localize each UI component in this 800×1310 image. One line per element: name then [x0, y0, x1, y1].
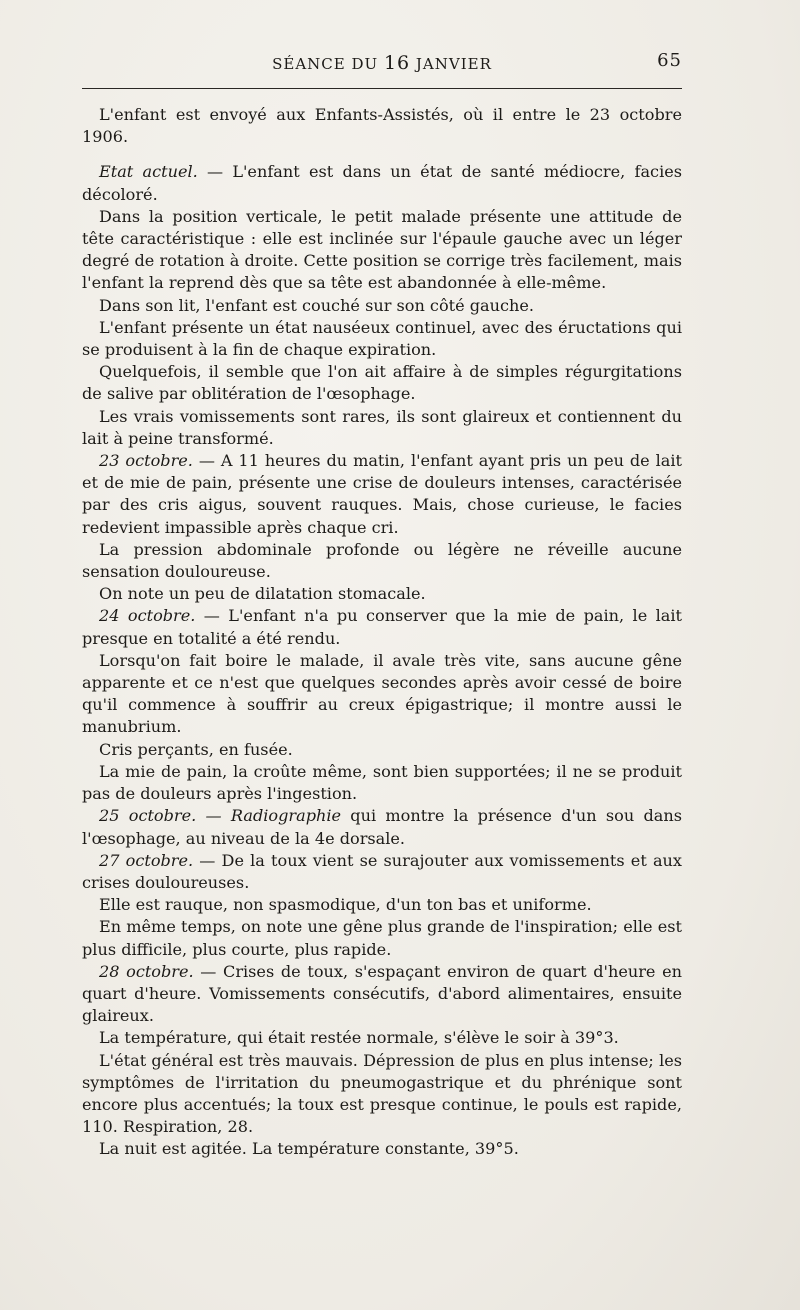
paragraph	[82, 406, 682, 450]
paragraph-text: Dans la position verticale, le petit malade présente une attitude de tête caractéristique : elle est inclinée sur l'épaule gauche avec un léger degré de rotation à droite. Cette position se corrige très facilement, mais l'enfant la reprend dès que sa tête est abandonnée à elle-même.	[82, 206, 682, 293]
paragraph	[82, 650, 682, 739]
paragraph-text: Elle est rauque, non spasmodique, d'un ton bas et uniforme.	[99, 895, 592, 915]
paragraph	[82, 104, 682, 148]
paragraph-text: Lorsqu'on fait boire le malade, il avale très vite, sans aucune gêne apparente et ce n'est que quelques secondes après avoir cessé de boire qu'il commence à souffrir au creux épigastrique; il montre aussi le manubrium.	[82, 650, 682, 737]
page-number: 65	[657, 50, 682, 71]
paragraph	[82, 1027, 682, 1049]
paragraph	[82, 916, 682, 960]
paragraph	[82, 361, 682, 405]
paragraph	[82, 1050, 682, 1139]
paragraph-text: Dans son lit, l'enfant est couché sur son côté gauche.	[99, 295, 535, 315]
paragraph	[82, 295, 682, 317]
paragraph	[82, 539, 682, 583]
paragraph-text: Cris perçants, en fusée.	[99, 739, 293, 759]
paragraph	[82, 850, 682, 894]
paragraph-text: — L'enfant est dans un état de santé médiocre, facies décoloré.	[82, 162, 682, 204]
header-rule	[82, 88, 682, 89]
paragraph-lead: 28 octobre.	[99, 961, 194, 981]
paragraph-text: En même temps, on note une gêne plus grande de l'inspiration; elle est plus difficile, plus courte, plus rapide.	[82, 917, 682, 959]
paragraph-lead: 27 octobre.	[99, 850, 194, 870]
paragraph-text: La mie de pain, la croûte même, sont bien supportées; il ne se produit pas de douleurs après l'ingestion.	[82, 761, 682, 804]
paragraph-lead: Etat actuel.	[99, 162, 198, 182]
paragraph	[82, 761, 682, 805]
body-text	[82, 104, 682, 1161]
running-header	[82, 50, 682, 76]
paragraph-text: — A 11 heures du matin, l'enfant ayant pris un peu de lait et de mie de pain, présente une crise de douleurs intenses, caractérisée par des cris aigus, souvent rauques. Mais, chose curieuse, le facies redevient impassible après chaque cri.	[82, 451, 682, 537]
paragraph	[82, 450, 682, 539]
paragraph-text: La nuit est agitée. La température constante, 39°5.	[99, 1139, 519, 1159]
paragraph	[82, 206, 682, 295]
paragraph-text: — L'enfant n'a pu conserver que la mie de pain, le lait presque en totalité a été rendu.	[82, 606, 682, 648]
paragraph-text: L'enfant est envoyé aux Enfants-Assistés, où il entre le 23 octobre 1906.	[82, 105, 682, 147]
paragraph-text: La température, qui était restée normale, s'élève le soir à 39°3.	[99, 1028, 619, 1048]
paragraph	[82, 605, 682, 649]
paragraph	[82, 1138, 682, 1160]
paragraph	[82, 805, 682, 849]
paragraph-text: — De la toux vient se surajouter aux vomissements et aux crises douloureuses.	[82, 850, 682, 892]
paragraph	[82, 161, 682, 205]
paragraph-text: La pression abdominale profonde ou légère ne réveille aucune sensation douloureuse.	[82, 539, 682, 582]
paragraph-lead: 23 octobre.	[99, 451, 193, 471]
paragraph-text: On note un peu de dilatation stomacale.	[99, 584, 426, 604]
paragraph	[82, 894, 682, 916]
paragraph-lead: 25 octobre. — Radiographie	[99, 806, 342, 826]
paragraph-text: qui montre la présence d'un sou dans l'œsophage, au niveau de la 4e dorsale.	[82, 806, 682, 848]
paragraph	[82, 317, 682, 361]
paragraph-text: — Crises de toux, s'espaçant environ de quart d'heure en quart d'heure. Vomissements consécutifs, d'abord alimentaires, ensuite glaireux.	[82, 961, 682, 1026]
paragraph-lead: 24 octobre.	[99, 606, 196, 626]
paragraph	[82, 583, 682, 605]
paragraph-text: L'état général est très mauvais. Dépression de plus en plus intense; les symptômes de l'irritation du pneumogastrique et du phrénique sont encore plus accentués; la toux est presque continue, le pouls est rapide, 110. Respiration, 28.	[82, 1050, 682, 1137]
paragraph-text: Quelquefois, il semble que l'on ait affaire à de simples régurgitations de salive par oblitération de l'œsophage.	[82, 362, 682, 404]
paragraph-text: L'enfant présente un état nauséeux continuel, avec des éructations qui se produisent à la fin de chaque expiration.	[82, 317, 682, 360]
header-title: SÉANCE DU 16 JANVIER	[272, 52, 492, 74]
paragraph-text: Les vrais vomissements sont rares, ils sont glaireux et contiennent du lait à peine transformé.	[82, 406, 682, 448]
paragraph	[82, 739, 682, 761]
paragraph	[82, 961, 682, 1028]
